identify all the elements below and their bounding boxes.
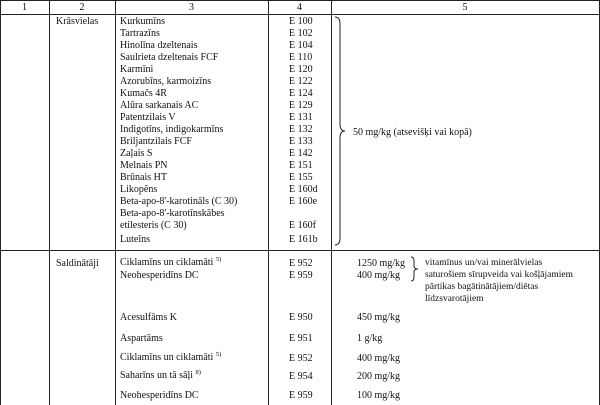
colorant-code: E 100 [289, 16, 313, 27]
sweetener-code: E 950 [289, 312, 313, 323]
sweetener-name: Neohesperidīns DC [120, 390, 199, 401]
colorant-name: Brūnais HT [120, 172, 167, 183]
colorant-name: Melnais PN [120, 160, 168, 171]
sweetener-name: Ciklamīns un ciklamāti $^{5)}$ [120, 351, 222, 363]
colorant-name: Likopēns [120, 184, 158, 195]
colorant-name: Kumačs 4R [120, 88, 167, 99]
colorant-name: Beta-apo-8'-karotīnskābes [120, 208, 225, 219]
header-col-3: 3 [189, 2, 194, 13]
column-divider-1 [49, 0, 50, 405]
colorant-code: E 102 [289, 28, 313, 39]
sweetener-code: E 951 [289, 333, 313, 344]
row-divider [0, 250, 600, 251]
sweetener-name: Aspartāms [120, 333, 163, 344]
column-divider-2 [115, 0, 116, 405]
sweetener-group-note: pārtikas bagātinātājiem/diētas [425, 282, 539, 292]
sweetener-group-brace [410, 256, 420, 282]
colorant-name: Kurkumīns [120, 16, 165, 27]
sweetener-group-note: līdzsvarotājiem [425, 294, 484, 304]
colorant-name: Luteīns [120, 234, 150, 245]
colorant-code: E 160d [289, 184, 318, 195]
sweetener-amount: 1250 mg/kg [357, 258, 406, 269]
sweetener-code: E 952 [289, 353, 313, 364]
colorant-name: Alūra sarkanais AC [120, 100, 199, 111]
header-col-4: 4 [297, 2, 302, 13]
sweetener-amount: 1 g/kg [357, 333, 383, 344]
colorant-name: Karmīni [120, 64, 154, 75]
colorant-code: E 142 [289, 148, 313, 159]
colorant-code: E 104 [289, 40, 313, 51]
colorant-name: Zaļais S [120, 148, 153, 159]
sweetener-amount: 400 mg/kg [357, 270, 401, 281]
sweetener-name: Acesulfāms K [120, 312, 177, 323]
colorant-code: E 161b [289, 234, 318, 245]
sweetener-code: E 952 [289, 258, 313, 269]
sweetener-group-note: vitamīnus un/vai minerālvielas [425, 258, 543, 268]
category-sweeteners: Saldinātāji [56, 258, 99, 269]
colorant-code: E 122 [289, 76, 313, 87]
colorant-code: E 120 [289, 64, 313, 75]
colorant-code: E 124 [289, 88, 313, 99]
colorant-name: Azorubīns, karmoizīns [120, 76, 212, 87]
colorants-limit: 50 mg/kg (atsevišķi vai kopā) [353, 127, 472, 138]
header-col-5: 5 [462, 2, 468, 13]
sweetener-name: Ciklamīns un ciklamāti $^{5)}$ [120, 256, 222, 268]
sweetener-name: Neohesperidīns DC [120, 270, 199, 281]
colorant-code: E 132 [289, 124, 313, 135]
sweetener-group-note: saturošiem sīrupveida vai košļājamiem [425, 270, 574, 280]
colorant-code: E 110 [289, 52, 313, 63]
header-col-2: 2 [79, 2, 85, 13]
colorant-code: E 133 [289, 136, 313, 147]
sweetener-amount: 100 mg/kg [357, 390, 401, 401]
colorant-code: E 155 [289, 172, 313, 183]
colorant-code: E 160f [289, 220, 316, 231]
colorants-brace [333, 16, 347, 246]
colorant-name: Beta-apo-8'-karotināls (C 30) [120, 196, 238, 207]
colorant-name: Hinolīna dzeltenais [120, 40, 198, 51]
sweetener-name: Saharīns un tā sāļi $^{8)}$ [120, 369, 201, 381]
header-divider [0, 14, 600, 15]
colorant-name: Patentzilais V [120, 112, 176, 123]
colorant-code: E 131 [289, 112, 313, 123]
colorant-code: E 129 [289, 100, 313, 111]
colorant-name: Saulrieta dzeltenais FCF [120, 52, 219, 63]
header-col-1: 1 [22, 2, 27, 13]
column-divider-3 [268, 0, 269, 405]
sweetener-amount: 400 mg/kg [357, 353, 401, 364]
sweetener-code: E 954 [289, 371, 313, 382]
sweetener-amount: 450 mg/kg [357, 312, 401, 323]
colorant-code: E 160e [289, 196, 318, 207]
column-divider-4 [331, 0, 332, 405]
sweetener-amount: 200 mg/kg [357, 371, 401, 382]
colorant-name: etilesteris (C 30) [120, 220, 187, 231]
colorant-name: Indigotīns, indigokarmīns [120, 124, 224, 135]
colorant-name: Tartrazīns [120, 28, 160, 39]
colorant-code: E 151 [289, 160, 313, 171]
table-border-left [0, 0, 1, 405]
sweetener-code: E 959 [289, 390, 313, 401]
sweetener-code: E 959 [289, 270, 313, 281]
colorant-name: Briljantzilais FCF [120, 136, 192, 147]
category-colorants: Krāsvielas [56, 16, 99, 27]
